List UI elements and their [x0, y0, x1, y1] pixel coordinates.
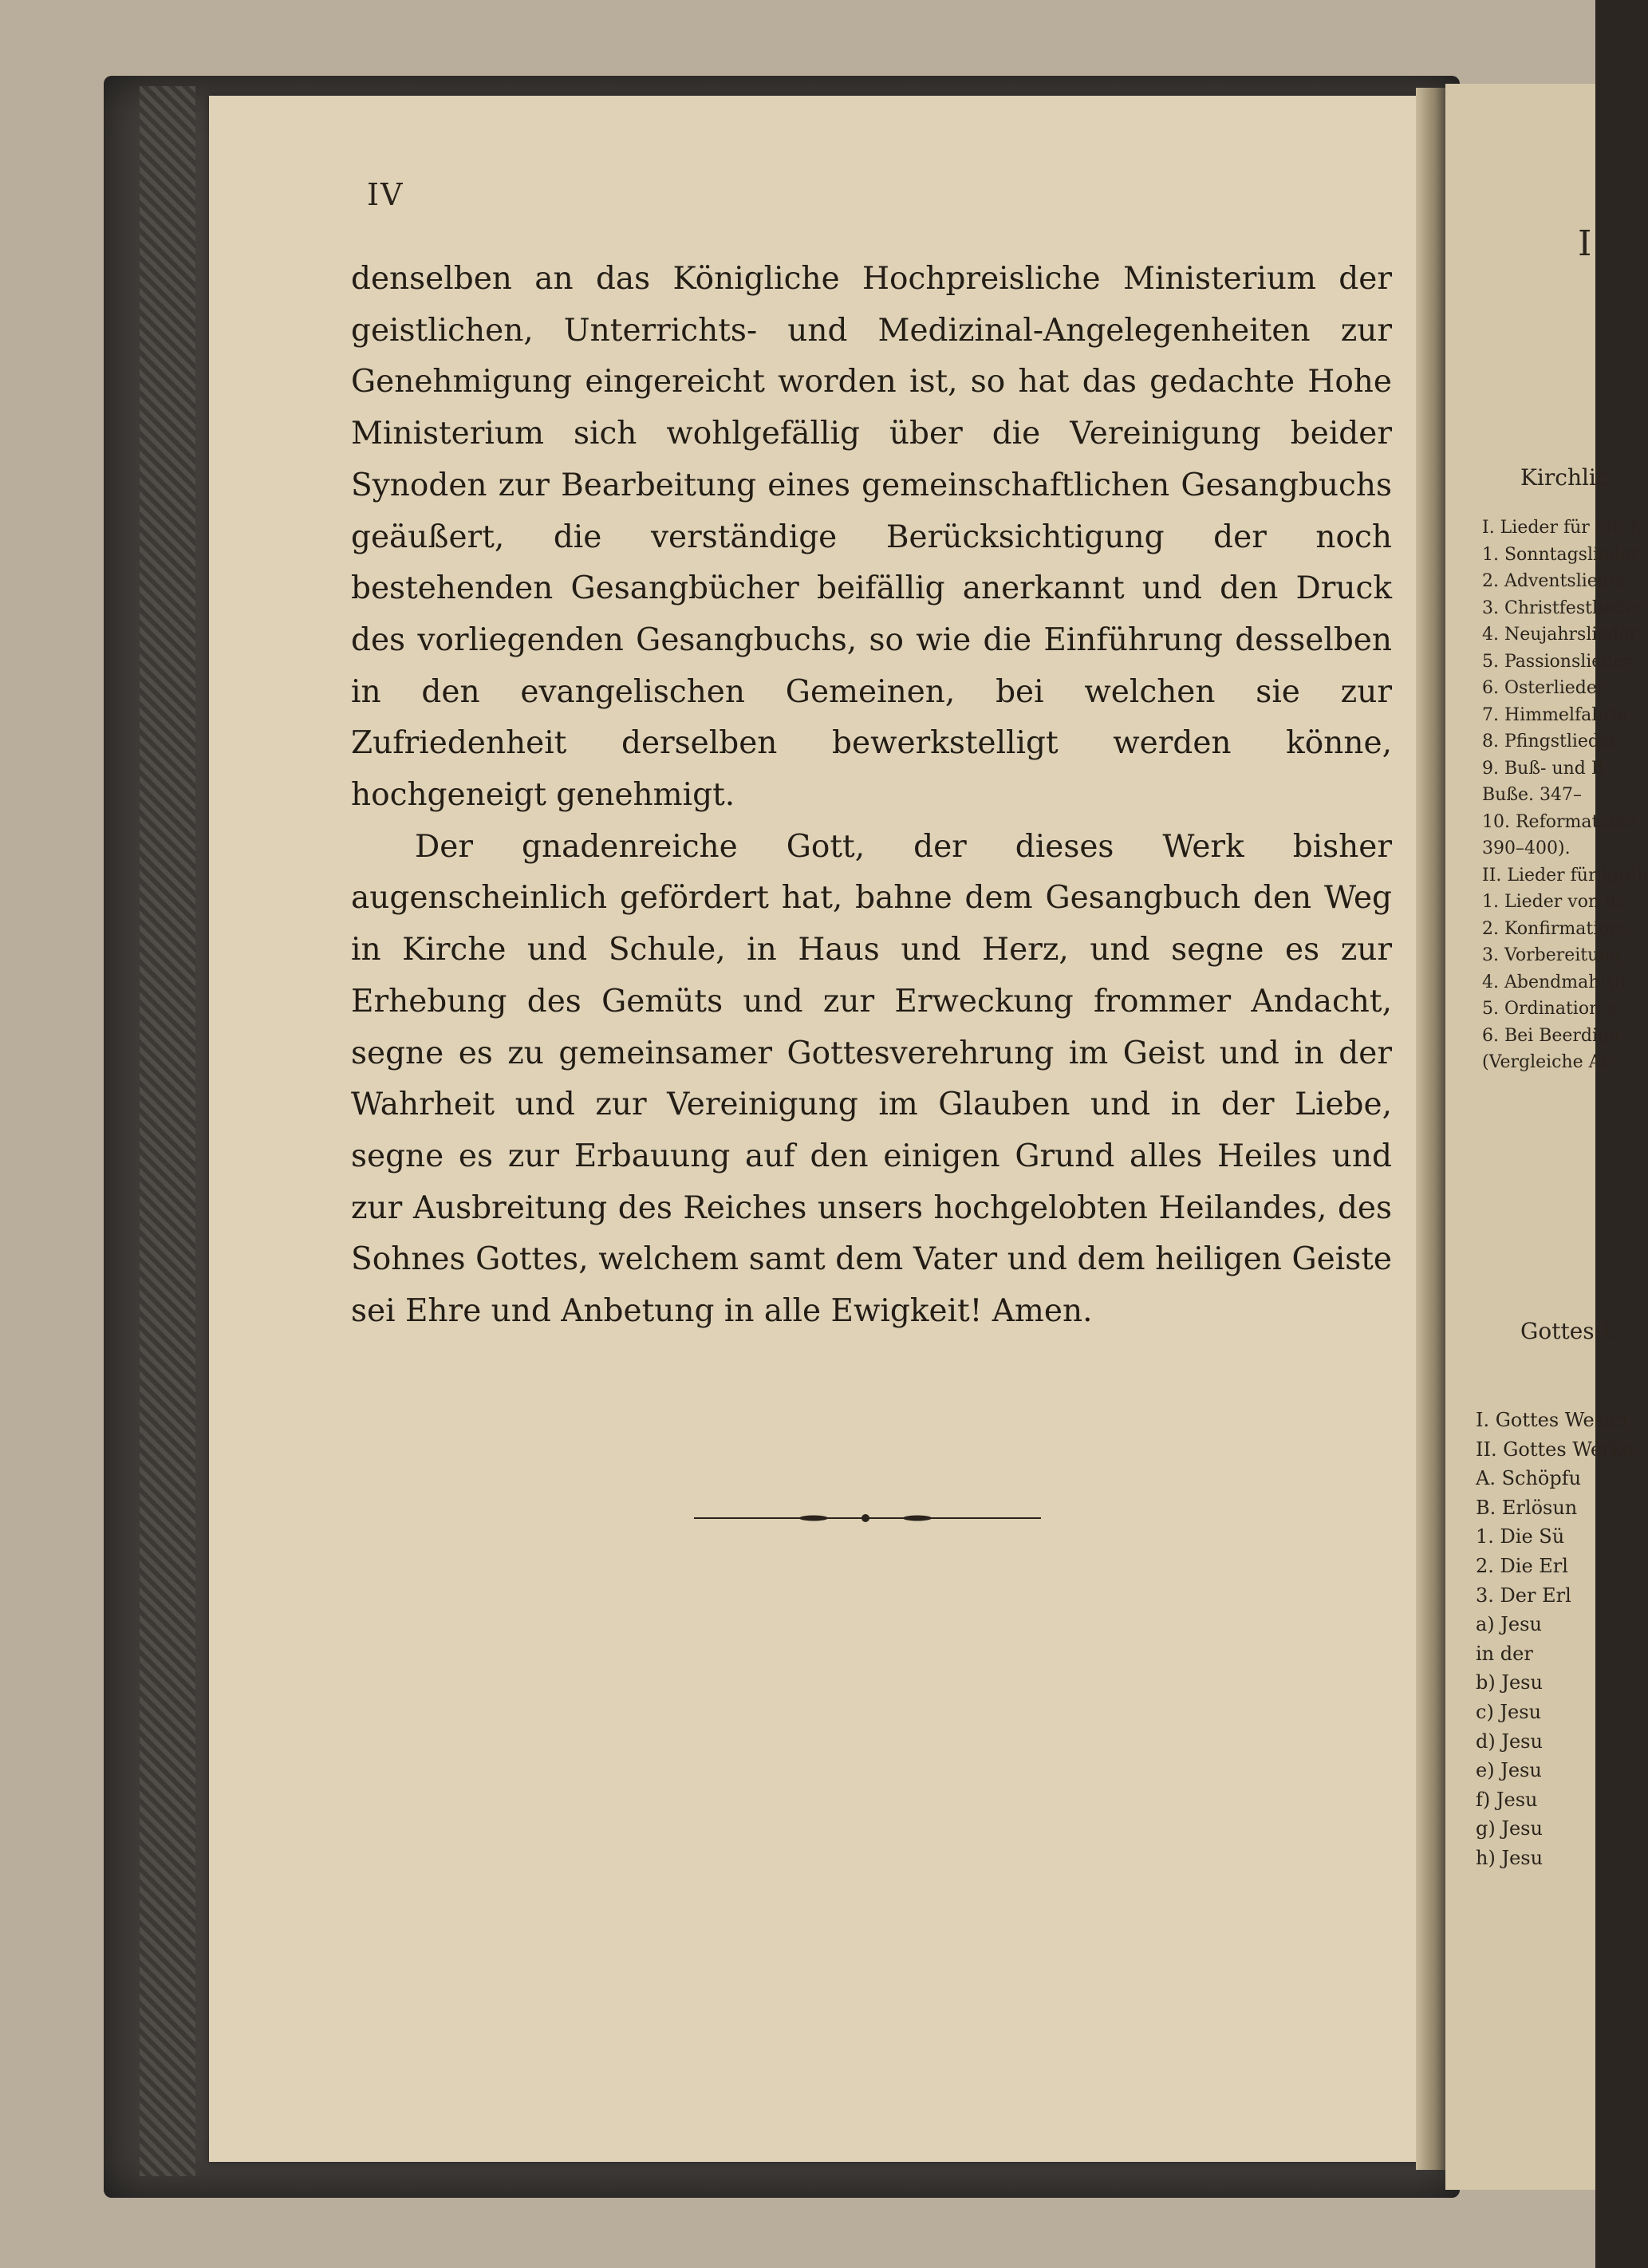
list-item: in der	[1476, 1642, 1533, 1665]
list-item: 1. Sonntagslieder	[1482, 544, 1639, 565]
list-item: 2. Konfirmations	[1482, 918, 1630, 939]
facing-page-heading-2: Gottes L	[1520, 1318, 1617, 1344]
list-item: II. Gottes Werke	[1476, 1438, 1634, 1461]
list-item: 6. Bei Beerdigu	[1482, 1025, 1621, 1046]
list-item: g) Jesu	[1476, 1817, 1543, 1840]
list-item: 3. Vorbereitung	[1482, 945, 1622, 965]
list-item: 4. Abendmahlsli	[1482, 972, 1626, 992]
facing-page-heading: Kirchlic	[1520, 464, 1609, 491]
list-item: B. Erlösun	[1476, 1496, 1578, 1519]
list-item: 10. Reformations	[1482, 811, 1636, 832]
book-gutter	[1416, 88, 1448, 2170]
list-item: 6. Osterlieder.	[1482, 678, 1609, 698]
list-item: (Vergleiche Ab	[1482, 1052, 1613, 1072]
page-number: IV	[367, 177, 404, 212]
paragraph-1: denselben an das Königliche Hochpreisliche Ministerium der geistlichen, Unterrichts- und Medizinal-Angelegenheiten zur Genehmigung eingereicht worden ist, so hat das gedachte Hohe Ministerium sich wohlgefällig über die Vereinigung beider Synoden zur Bearbeitung eines gemeinschaftlichen Gesangbuchs geäußert, die verständige Berücksichtigung der noch bestehenden Gesangbücher beifällig anerkannt und den Druck des vorliegenden Gesangbuchs, so wie die Einführung desselben in den evangelischen Gemeinen, bei welchen sie zur Zufriedenheit derselben bewerkstelligt werden könne, hochgeneigt genehmigt.	[351, 261, 1392, 814]
list-item: 7. Himmelfahrts	[1482, 704, 1628, 725]
list-item: d) Jesu	[1476, 1730, 1543, 1753]
list-item: II. Lieder für kirch	[1482, 865, 1648, 886]
list-item: e) Jesu	[1476, 1759, 1542, 1782]
list-item: h) Jesu	[1476, 1846, 1544, 1869]
paragraph-2: Der gnadenreiche Gott, der dieses Werk bisher augenscheinlich gefördert hat, bahne dem Gesangbuch den Weg in Kirche und Schule, in Haus und Herz, und segne es zur Erhebung des Gemüts und zur Erweckung frommer Andacht, segne es zu gemeinsamer Gottesverehrung im Geist und in der Wahrheit und zur Vereinigung im Glauben und in der Liebe, segne es zur Erbauung auf den einigen Grund alles Heiles und zur Ausbreitung des Reiches unsers hochgelobten Heilandes, des Sohnes Gottes, welchem samt dem Vater und dem heiligen Geiste sei Ehre und Anbetung in alle Ewigkeit! Amen.	[351, 828, 1392, 1330]
list-item: 8. Pfingstlieder.	[1482, 732, 1622, 751]
list-item: 3. Christfestlieder	[1482, 598, 1644, 618]
facing-page	[1445, 84, 1595, 2190]
list-item: Buße. 347–	[1482, 785, 1583, 805]
facing-page-list	[1482, 515, 1648, 1076]
list-item: I. Lieder für kirch	[1482, 518, 1642, 538]
facing-page-list-2	[1476, 1406, 1634, 1873]
list-item: 1. Lieder von de	[1482, 892, 1627, 912]
list-item: 5. Passionslieder.	[1482, 651, 1636, 672]
page-body	[351, 254, 1392, 1338]
list-item: 390–400).	[1482, 838, 1571, 858]
list-item: 4. Neujahrslieder.	[1482, 625, 1642, 645]
list-item: 2. Die Erl	[1476, 1554, 1568, 1577]
list-item: 9. Buß- und B	[1482, 758, 1605, 779]
list-item: 3. Der Erl	[1476, 1584, 1571, 1607]
list-item: a) Jesu	[1476, 1613, 1542, 1636]
list-item: f) Jesu	[1476, 1788, 1538, 1811]
list-item: 2. Adventslieder.	[1482, 571, 1631, 591]
list-item: A. Schöpfu	[1476, 1467, 1582, 1490]
closing-ornament	[694, 1510, 1041, 1526]
list-item: b) Jesu	[1476, 1671, 1543, 1694]
list-item: c) Jesu	[1476, 1700, 1542, 1723]
list-item: 1. Die Sü	[1476, 1525, 1565, 1548]
cover-spine-texture	[140, 86, 195, 2176]
list-item: I. Gottes Wesen	[1476, 1409, 1628, 1431]
facing-page-initial: I	[1578, 223, 1592, 264]
list-item: 5. Ordination u	[1482, 999, 1618, 1019]
